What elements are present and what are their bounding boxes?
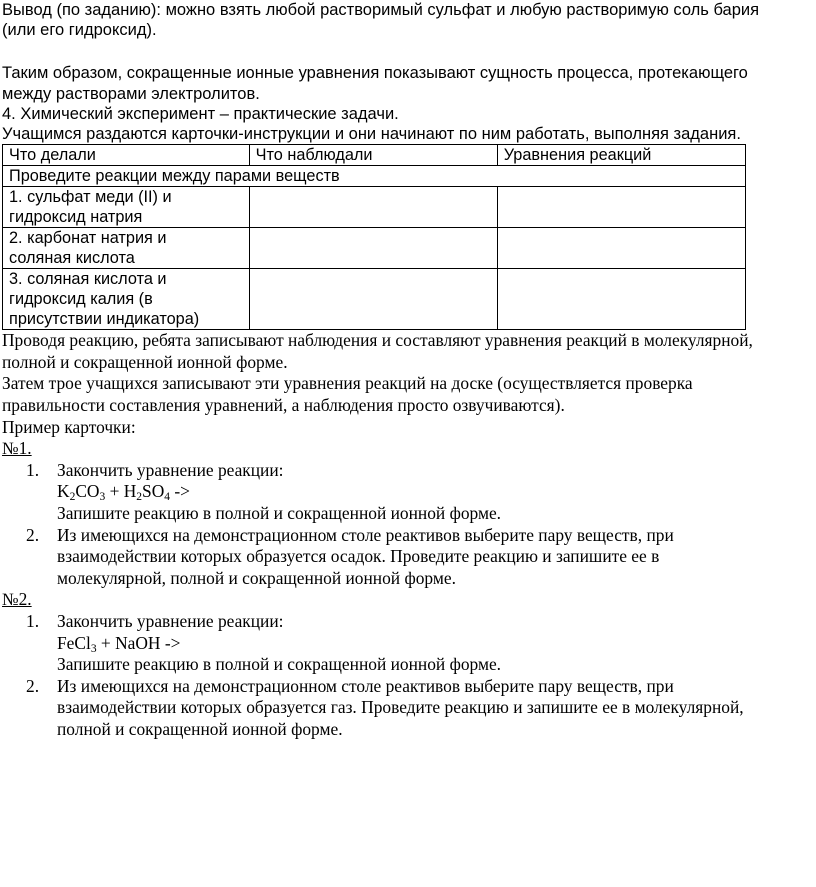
summary-paragraph xyxy=(0,63,816,144)
conclusion-line-2: (или его гидроксид). xyxy=(2,21,157,40)
conclusion-paragraph xyxy=(0,0,816,40)
card-task-item xyxy=(0,525,816,590)
equation-cell xyxy=(497,269,745,330)
table-row xyxy=(3,187,746,228)
example-label: Пример карточки: xyxy=(2,416,136,437)
process-line-2: полной и сокращенной ионной форме. xyxy=(2,351,288,372)
board-line-2: правильности составления уравнений, а наблюдения просто озвучиваются). xyxy=(2,395,565,415)
task-line: молекулярной, полной и сокращенной ионной форме. xyxy=(57,567,456,588)
task-cell-line: 3. соляная кислота и xyxy=(9,270,167,289)
blank-line xyxy=(0,40,816,63)
board-line-1: Затем трое учащихся записывают эти уравнения реакций на доске (осуществляется проверка xyxy=(2,373,693,394)
table-span-row xyxy=(3,166,746,187)
span-cell: Проведите реакции между парами веществ xyxy=(3,166,746,187)
table-row xyxy=(3,269,746,330)
task-cell-line: соляная кислота xyxy=(9,249,135,268)
section-title: 4. Химический эксперимент – практические задачи. xyxy=(2,104,399,123)
task-number: 1. xyxy=(26,610,40,631)
card-task-item xyxy=(0,676,816,741)
task-cell-line: 1. сульфат меди (II) и xyxy=(9,188,172,207)
task-line: Из имеющихся на демонстрационном столе реактивов выберите пару веществ, при xyxy=(57,524,674,545)
summary-line-2: между растворами электролитов. xyxy=(2,84,260,103)
reaction-formula: $K_2CO_3 + H_2SO_4$ -> xyxy=(57,481,190,504)
task-cell-line: присутствии индикатора) xyxy=(9,310,200,329)
table-row xyxy=(3,228,746,269)
task-line: Из имеющихся на демонстрационном столе реактивов выберите пару веществ, при xyxy=(57,675,674,696)
task-cell xyxy=(3,269,250,330)
card-task-item xyxy=(0,611,816,676)
task-cell xyxy=(3,228,250,269)
task-number: 2. xyxy=(26,675,40,696)
header-cell-what-done: Что делали xyxy=(3,145,250,166)
process-line-1: Проводя реакцию, ребята записывают наблюдения и составляют уравнения реакций в молекулярной, xyxy=(2,330,753,351)
equation-cell xyxy=(497,187,745,228)
task-number: 1. xyxy=(26,459,40,480)
card-task-item xyxy=(0,460,816,525)
table-header-row xyxy=(3,145,746,166)
task-cell-line: 2. карбонат натрия и xyxy=(9,229,167,248)
card-1 xyxy=(0,438,816,589)
observed-cell xyxy=(249,228,497,269)
reaction-formula: FeCl$_3$ + NaOH -> xyxy=(57,632,181,655)
equation-cell xyxy=(497,228,745,269)
task-cell-line: гидроксид калия (в xyxy=(9,290,153,309)
task-text: Закончить уравнение реакции: xyxy=(57,610,284,631)
header-cell-equations: Уравнения реакций xyxy=(497,145,745,166)
observed-cell xyxy=(249,269,497,330)
experiment-table xyxy=(2,144,746,330)
task-instruction: Запишите реакцию в полной и сокращенной ионной форме. xyxy=(57,502,502,523)
header-cell-observed: Что наблюдали xyxy=(249,145,497,166)
card-title: №1. xyxy=(2,438,32,459)
task-number: 2. xyxy=(26,524,40,545)
task-cell-line: гидроксид натрия xyxy=(9,208,143,227)
card-title: №2. xyxy=(2,589,32,610)
summary-line-1: Таким образом, сокращенные ионные уравнения показывают сущность процесса, протекающего xyxy=(2,64,748,83)
cards-intro-line: Учащимся раздаются карточки-инструкции и они начинают по ним работать, выполняя задания. xyxy=(2,125,741,144)
conclusion-line-1: Вывод (по заданию): можно взять любой растворимый сульфат и любую растворимую соль бария xyxy=(2,1,760,19)
task-text: Закончить уравнение реакции: xyxy=(57,459,284,480)
task-cell xyxy=(3,187,250,228)
after-table-text xyxy=(0,330,816,438)
task-instruction: Запишите реакцию в полной и сокращенной ионной форме. xyxy=(57,654,502,675)
task-line: взаимодействии которых образуется осадок. Проведите реакцию и запишите ее в xyxy=(57,546,660,567)
task-line: полной и сокращенной ионной форме. xyxy=(57,718,343,739)
card-2 xyxy=(0,589,816,740)
observed-cell xyxy=(249,187,497,228)
task-line: взаимодействии которых образуется газ. Проведите реакцию и запишите ее в молекулярной, xyxy=(57,697,744,718)
